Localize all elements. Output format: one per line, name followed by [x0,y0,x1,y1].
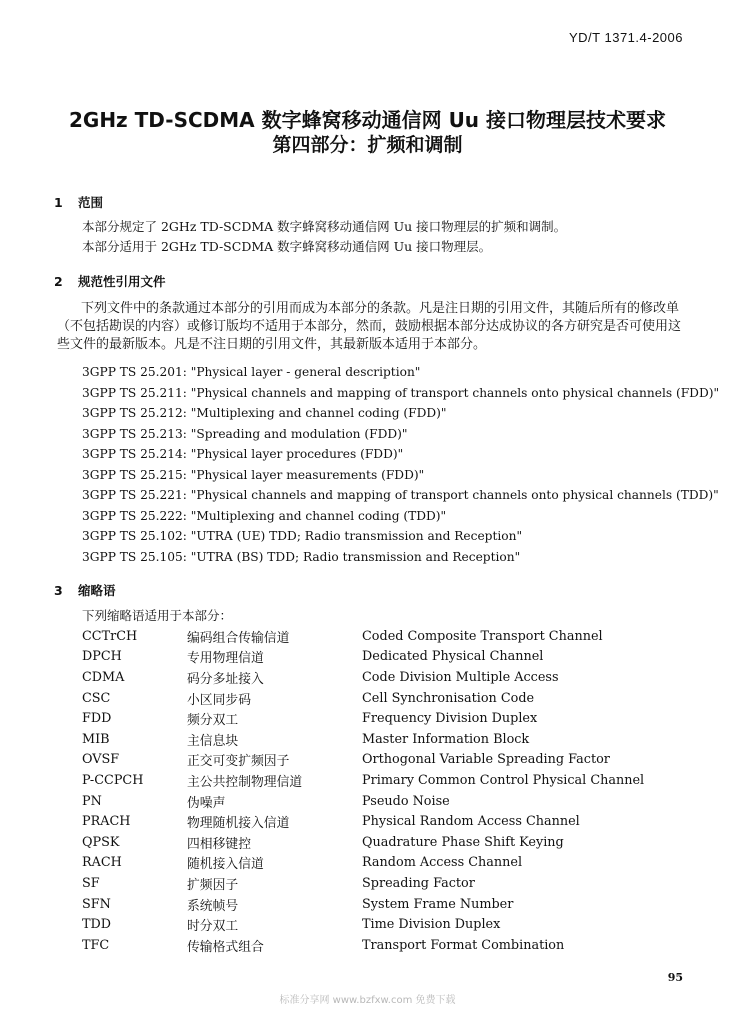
table-row [82,894,652,915]
english-term-cell: Spreading Factor [362,875,475,891]
chinese-term-cell: 随机接入信道 [187,857,264,873]
reference-item: 3GPP TS 25.102: "UTRA (UE) TDD; Radio transmission and Reception" [82,529,523,543]
section-title: 范围 [78,195,104,210]
table-row [82,853,652,874]
document-title: 2GHz TD-SCDMA 数字蜂窝移动通信网 Uu 接口物理层技术要求 [68,108,667,132]
section-3-heading [54,581,116,599]
table-row [82,647,652,668]
reference-item: 3GPP TS 25.215: "Physical layer measurements (FDD)" [82,467,425,482]
english-term-cell: Transport Format Combination [362,937,565,953]
document-subtitle: 第四部分：扩频和调制 [272,134,463,156]
chinese-term-cell: 正交可变扩频因子 [187,754,290,770]
table-row [82,729,652,750]
abbreviations-table [82,626,652,956]
abbr-cell: P-CCPCH [82,772,144,788]
english-term-cell: Frequency Division Duplex [362,711,538,727]
chinese-term-cell: 扩频因子 [187,877,239,893]
english-term-cell: Physical Random Access Channel [362,814,580,830]
abbr-cell: RACH [82,855,122,871]
english-term-cell: Coded Composite Transport Channel [362,628,603,644]
reference-item: 3GPP TS 25.105: "UTRA (BS) TDD; Radio transmission and Reception" [82,549,521,564]
english-term-cell: Dedicated Physical Channel [362,649,544,665]
table-row [82,832,652,853]
chinese-term-cell: 主信息块 [187,733,239,749]
section-number: 2 [54,274,63,289]
abbr-cell: OVSF [82,752,120,768]
section-number: 1 [54,195,63,210]
normative-references-paragraph: 下列文件中的条款通过本部分的引用而成为本部分的条款。凡是注日期的引用文件，其随后所有的修改单（不包括勘误的内容）或修订版均不适用于本部分，然而，鼓励根据本部分达成协议的各方研究是否可使用这些文件的最新版本。凡是不注日期的引用文件，其最新版本适用于本部分。 [57,301,682,352]
english-term-cell: Primary Common Control Physical Channel [362,772,645,788]
standard-code: YD/T 1371.4-2006 [569,30,683,45]
abbr-cell: TDD [82,917,112,933]
reference-item: 3GPP TS 25.211: "Physical channels and mapping of transport channels onto physical channels (FDD)" [82,385,720,400]
table-row [82,914,652,935]
chinese-term-cell: 伪噪声 [187,795,226,811]
section-1-heading [54,193,103,211]
chinese-term-cell: 时分双工 [187,919,239,935]
reference-list [82,362,719,567]
abbr-cell: PN [82,793,102,809]
chinese-term-cell: 编码组合传输信道 [187,630,290,646]
table-row [82,791,652,812]
english-term-cell: Random Access Channel [362,855,523,871]
chinese-term-cell: 系统帧号 [187,898,239,914]
chinese-term-cell: 四相移键控 [187,836,251,852]
english-term-cell: Orthogonal Variable Spreading Factor [362,752,610,768]
abbr-cell: CCTrCH [82,628,138,644]
abbr-cell: TFC [82,937,110,953]
abbr-cell: QPSK [82,834,120,850]
table-row [82,873,652,894]
chinese-term-cell: 传输格式组合 [187,939,264,955]
reference-item: 3GPP TS 25.222: "Multiplexing and channel coding (TDD)" [82,508,447,523]
reference-item: 3GPP TS 25.201: "Physical layer - general description" [82,365,421,379]
abbr-cell: PRACH [82,814,131,830]
abbr-cell: CDMA [82,669,125,685]
table-row [82,750,652,771]
section-title: 规范性引用文件 [78,274,166,289]
abbr-cell: CSC [82,690,111,706]
reference-item: 3GPP TS 25.213: "Spreading and modulation (FDD)" [82,426,408,441]
english-term-cell: Quadrature Phase Shift Keying [362,834,564,850]
chinese-term-cell: 小区同步码 [187,692,251,708]
page-number: 95 [667,971,683,984]
section-title: 缩略语 [78,583,116,598]
english-term-cell: Pseudo Noise [362,793,450,809]
watermark-text: 标准分享网 www.bzfxw.com 免费下载 [279,995,456,1006]
section-2-heading [54,272,166,290]
abbr-cell: SFN [82,896,111,912]
scope-line: 本部分适用于 2GHz TD-SCDMA 数字蜂窝移动通信网 Uu 接口物理层。 [82,239,492,254]
chinese-term-cell: 专用物理信道 [187,651,264,667]
abbr-cell: DPCH [82,649,122,665]
table-row [82,770,652,791]
table-row [82,935,652,956]
abbr-cell: SF [82,875,100,891]
chinese-term-cell: 主公共控制物理信道 [187,774,303,790]
chinese-term-cell: 码分多址接入 [187,671,264,687]
table-row [82,708,652,729]
table-row [82,667,652,688]
reference-item: 3GPP TS 25.221: "Physical channels and mapping of transport channels onto physical channels (TDD)" [82,488,719,502]
english-term-cell: Master Information Block [362,731,530,747]
abbr-cell: MIB [82,731,110,747]
english-term-cell: Cell Synchronisation Code [362,690,535,706]
chinese-term-cell: 物理随机接入信道 [187,816,290,832]
english-term-cell: System Frame Number [362,896,514,912]
scope-line: 本部分规定了 2GHz TD-SCDMA 数字蜂窝移动通信网 Uu 接口物理层的扩频和调制。 [82,219,567,234]
table-row [82,811,652,832]
abbr-cell: FDD [82,711,112,727]
reference-item: 3GPP TS 25.212: "Multiplexing and channel coding (FDD)" [82,406,447,420]
table-row [82,626,652,647]
english-term-cell: Code Division Multiple Access [362,669,559,685]
abbreviations-intro: 下列缩略语适用于本部分： [82,608,233,623]
section-number: 3 [54,583,63,598]
table-row [82,688,652,709]
reference-item: 3GPP TS 25.214: "Physical layer procedures (FDD)" [82,447,404,461]
english-term-cell: Time Division Duplex [362,917,501,933]
chinese-term-cell: 频分双工 [187,713,239,729]
